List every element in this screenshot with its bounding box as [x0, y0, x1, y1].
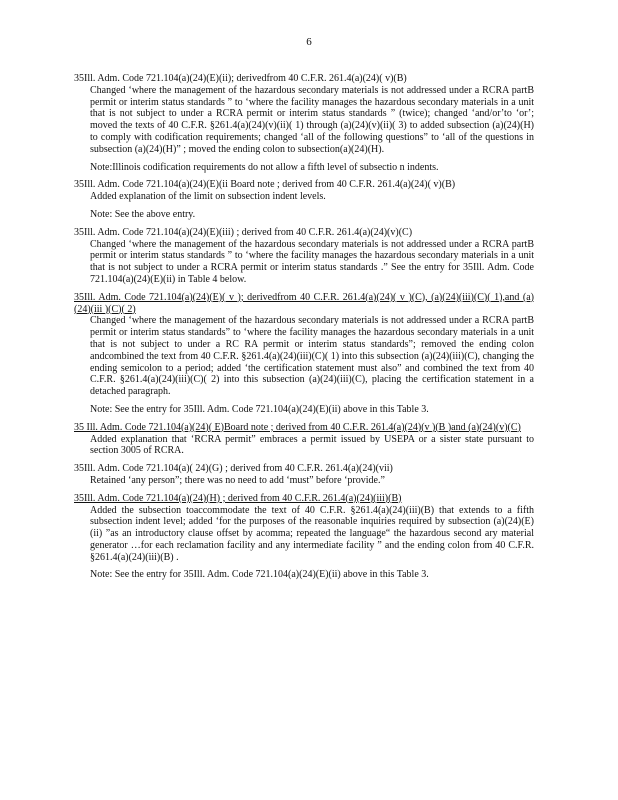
entry-explanation: Added explanation that ‘RCRA permit” embraces a permit issued by USEPA or a sister state pursuant to section 3005 of RCRA. [90, 433, 534, 457]
table-entry [74, 73, 534, 173]
entry-heading: 35Ill. Adm. Code 721.104(a)(24)(E)(ii); derivedfrom 40 C.F.R. 261.4(a)(24)( v)(B) [74, 73, 407, 84]
entry-note: Note: See the above entry. [90, 208, 196, 220]
table-entry [74, 292, 534, 416]
entry-explanation: Retained ‘any person”; there was no need to add ‘must” before ‘provide.” [90, 474, 385, 486]
table-entry [74, 493, 534, 582]
entry-heading: 35Ill. Adm. Code 721.104(a)(24)(E)(iii) ; derived from 40 C.F.R. 261.4(a)(24)(v)(C) [74, 226, 413, 238]
table-entry [74, 422, 534, 457]
entry-heading: 35Ill. Adm. Code 721.104(a)(24)(H) ; derived from 40 C.F.R. 261.4(a)(24)(iii)(B) [74, 492, 402, 504]
entry-explanation: Changed ‘where the management of the hazardous secondary materials is not addressed under a RCRA partB permit or interim status standards ” to ‘where the facility manages the hazardous secondary materials in a unit that is not subject to under a RCRA permit or interim status standards .” See the entry for 35Ill. Adm. Code 721.104(a)(24)(E)(ii) in Table 4 below. [90, 238, 534, 285]
entry-explanation: Changed ‘where the management of the hazardous secondary materials is not addressed under a RCRA partB permit or interim status standards” to ‘where the facility manages the hazardous secondary materials in a unit that is not subject to under a RC RA permit or interim status standards”; removed the ending colon andcombined the text from 40 C.F.R. §261.4(a)(24)(iii)(C)( 1) into this subsection (a)(24)(iii)(C), changing the ending semicolon to a period; added ‘the certification statement must also” and combined the text from 40 C.F.R. §261.4(a)(24)(iii)(C)( 2) into this subsection (a)(24)(iii)(C), placing the certification statement in a detached paragraph. [90, 315, 534, 398]
entry-heading: 35Ill. Adm. Code 721.104(a)(24)(E)( v ); derivedfrom 40 C.F.R. 261.4(a)(24)( v )(C), (a)(24)(iii)(C)( 1),and (a)(24)(iii )(C)( 2) [74, 291, 534, 315]
table-entry [74, 179, 534, 220]
entry-note: Note:Illinois codification requirements do not allow a fifth level of subsectio n indents. [90, 161, 439, 173]
entry-explanation: Changed ‘where the management of the hazardous secondary materials is not addressed under a RCRA partB permit or interim status standards ” to ‘where the facility manages the hazardous secondary materials in a unit that is not subject to under a RCRA permit or interim status standards ” (twice); changed ‘and/or’to ‘or’; moved the texts of 40 C.F.R. §261.4(a)(24)(v)(ii)( 1) through (a)(24)(v)(ii)( 3) to added subsection (a)(24)(H) to comply with codification requirements; changed ‘all of the following questions” to ‘all of the questions in subsection (a)(24)(H)” ; moved the ending colon to subsection(a)(24)(H). [90, 84, 534, 155]
page-number: 6 [306, 36, 312, 48]
entry-heading: 35Ill. Adm. Code 721.104(a)(24)(E)(ii Board note ; derived from 40 C.F.R. 261.4(a)(24)( v)(B) [74, 179, 456, 191]
entry-note: Note: See the entry for 35Ill. Adm. Code 721.104(a)(24)(E)(ii) above in this Table 3. [90, 569, 429, 581]
entry-heading: 35Ill. Adm. Code 721.104(a)( 24)(G) ; derived from 40 C.F.R. 261.4(a)(24)(vii) [74, 463, 393, 475]
table-entry [74, 463, 534, 487]
table-entry [74, 227, 534, 286]
entry-note: Note: See the entry for 35Ill. Adm. Code 721.104(a)(24)(E)(ii) above in this Table 3. [90, 403, 429, 415]
entry-explanation: Added explanation of the limit on subsection indent levels. [90, 191, 326, 203]
entry-heading: 35 Ill. Adm. Code 721.104(a)(24)( E)Board note ; derived from 40 C.F.R. 261.4(a)(24)(v )(B )and (a)(24)(v)(C) [74, 421, 521, 433]
entry-explanation: Added the subsection toaccommodate the text of 40 C.F.R. §261.4(a)(24)(iii)(B) that extends to a fifth subsection indent level; added ‘for the purposes of the reasonable inquiries required by subsection (a)(24)(E)(ii) ”as an introductory clause offset by acomma; repeated the language“ the hazardous second ary material generator …for each reclamation facility and any intermediate facility ” and the ending colon from 40 C.F.R. §261.4(a)(24)(iii)(B) . [90, 504, 534, 563]
table-entries [74, 73, 534, 587]
